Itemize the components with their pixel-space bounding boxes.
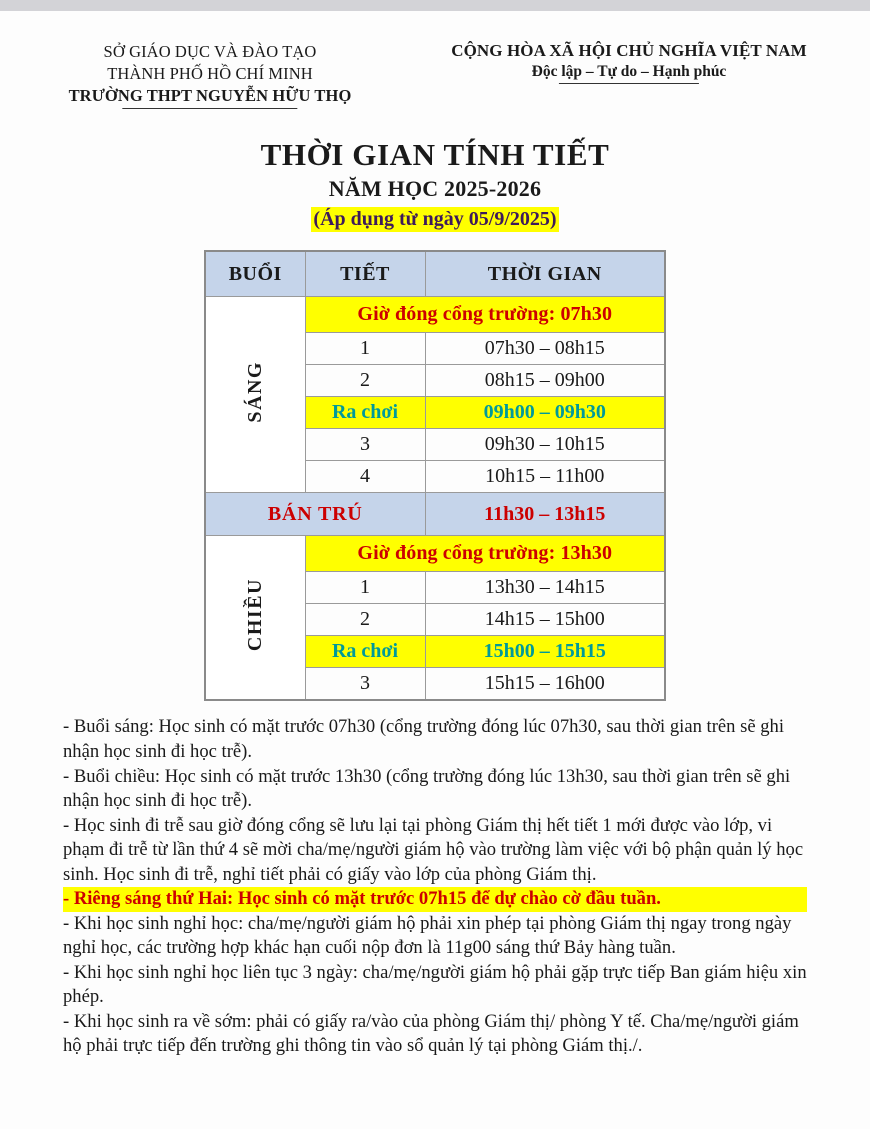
- note-absence-3days: - Khi học sinh nghỉ học liên tục 3 ngày: cha/mẹ/người giám hộ phải gặp trực tiếp Ban giám hiệu xin phép.: [63, 961, 807, 1008]
- break-time: 15h00 – 15h15: [425, 636, 665, 668]
- department-line-2: THÀNH PHỐ HỒ CHÍ MINH: [107, 63, 313, 83]
- note-absence: - Khi học sinh nghỉ học: cha/mẹ/người giám hộ phải xin phép tại phòng Giám thị ngay trong ngày nghỉ học, các trường hợp khác hạn cuối nộp đơn là 11g00 sáng thứ Bảy hàng tuần.: [63, 912, 792, 959]
- period-number: 2: [305, 604, 425, 636]
- note-late: - Học sinh đi trễ sau giờ đóng cổng sẽ lưu lại tại phòng Giám thị hết tiết 1 mới được vào lớp, vi phạm đi trễ từ lần thứ 4 sẽ mời cha/mẹ/người giám hộ vào trường làm việc với bộ phận quản lý học sinh. Học sinh đi trễ, nghỉ tiết phải có giấy vào lớp của phòng Giám thị.: [63, 814, 804, 885]
- note-early-leave: - Khi học sinh ra về sớm: phải có giấy ra/vào của phòng Giám thị/ phòng Y tế. Cha/mẹ/người giám hộ phải trực tiếp đến trường ghi thông tin vào sổ quản lý tại phòng Giám thị./.: [63, 1010, 799, 1057]
- boarding-label: BÁN TRÚ: [205, 493, 425, 536]
- department-line-1: SỞ GIÁO DỤC VÀ ĐÀO TẠO: [103, 42, 317, 61]
- period-time: 14h15 – 15h00: [425, 604, 665, 636]
- afternoon-gate-row: [205, 536, 665, 572]
- period-number: 1: [305, 333, 425, 365]
- period-time: 07h30 – 08h15: [425, 333, 665, 365]
- note-morning: - Buổi sáng: Học sinh có mặt trước 07h30 (cổng trường đóng lúc 07h30, sau thời gian trên sẽ ghi nhận học sinh đi học trễ).: [63, 716, 784, 763]
- school-name: TRƯỜNG THPT NGUYỄN HỮU THỌ: [69, 85, 352, 109]
- morning-gate-notice: Giờ đóng cổng trường: 07h30: [305, 297, 665, 333]
- period-number: 3: [305, 668, 425, 701]
- title-block: [0, 136, 870, 232]
- school-year-subtitle: NĂM HỌC 2025-2026: [328, 176, 542, 202]
- notes-section: [63, 715, 807, 1058]
- effective-date-note: (Áp dụng từ ngày 05/9/2025): [313, 208, 557, 231]
- session-label-morning-text: SÁNG: [243, 361, 266, 423]
- period-number: 4: [305, 461, 425, 493]
- period-time: 13h30 – 14h15: [425, 572, 665, 604]
- period-number: 1: [305, 572, 425, 604]
- session-label-afternoon: [205, 536, 305, 701]
- page-title: THỜI GIAN TÍNH TIẾT: [260, 137, 610, 173]
- boarding-row: [205, 493, 665, 536]
- header-national-title: [410, 41, 870, 108]
- column-header-period: TIẾT: [305, 251, 425, 297]
- period-time: 15h15 – 16h00: [425, 668, 665, 701]
- period-time: 10h15 – 11h00: [425, 461, 665, 493]
- period-time: 08h15 – 09h00: [425, 365, 665, 397]
- column-header-time: THỜI GIAN: [425, 251, 665, 297]
- top-gray-band: [0, 0, 870, 11]
- schedule-table: [204, 250, 666, 701]
- period-number: 3: [305, 429, 425, 461]
- break-time: 09h00 – 09h30: [425, 397, 665, 429]
- national-motto: Độc lập – Tự do – Hạnh phúc: [532, 63, 727, 84]
- break-label: Ra chơi: [305, 636, 425, 668]
- break-label: Ra chơi: [305, 397, 425, 429]
- document-header: [0, 11, 870, 108]
- session-label-afternoon-text: CHIỀU: [243, 578, 266, 652]
- period-number: 2: [305, 365, 425, 397]
- header-school-authority: [0, 41, 410, 108]
- morning-gate-row: [205, 297, 665, 333]
- boarding-time: 11h30 – 13h15: [425, 493, 665, 536]
- note-monday: - Riêng sáng thứ Hai: Học sinh có mặt trước 07h15 để dự chào cờ đầu tuần.: [63, 887, 807, 912]
- national-title: CỘNG HÒA XÃ HỘI CHỦ NGHĨA VIỆT NAM: [451, 41, 807, 60]
- column-header-session: BUỔI: [205, 251, 305, 297]
- table-header-row: [205, 251, 665, 297]
- session-label-morning: [205, 297, 305, 493]
- document-page: [0, 11, 870, 1129]
- note-afternoon: - Buổi chiều: Học sinh có mặt trước 13h30 (cổng trường đóng lúc 13h30, sau thời gian trên sẽ ghi nhận học sinh đi học trễ).: [63, 765, 791, 812]
- period-time: 09h30 – 10h15: [425, 429, 665, 461]
- afternoon-gate-notice: Giờ đóng cổng trường: 13h30: [305, 536, 665, 572]
